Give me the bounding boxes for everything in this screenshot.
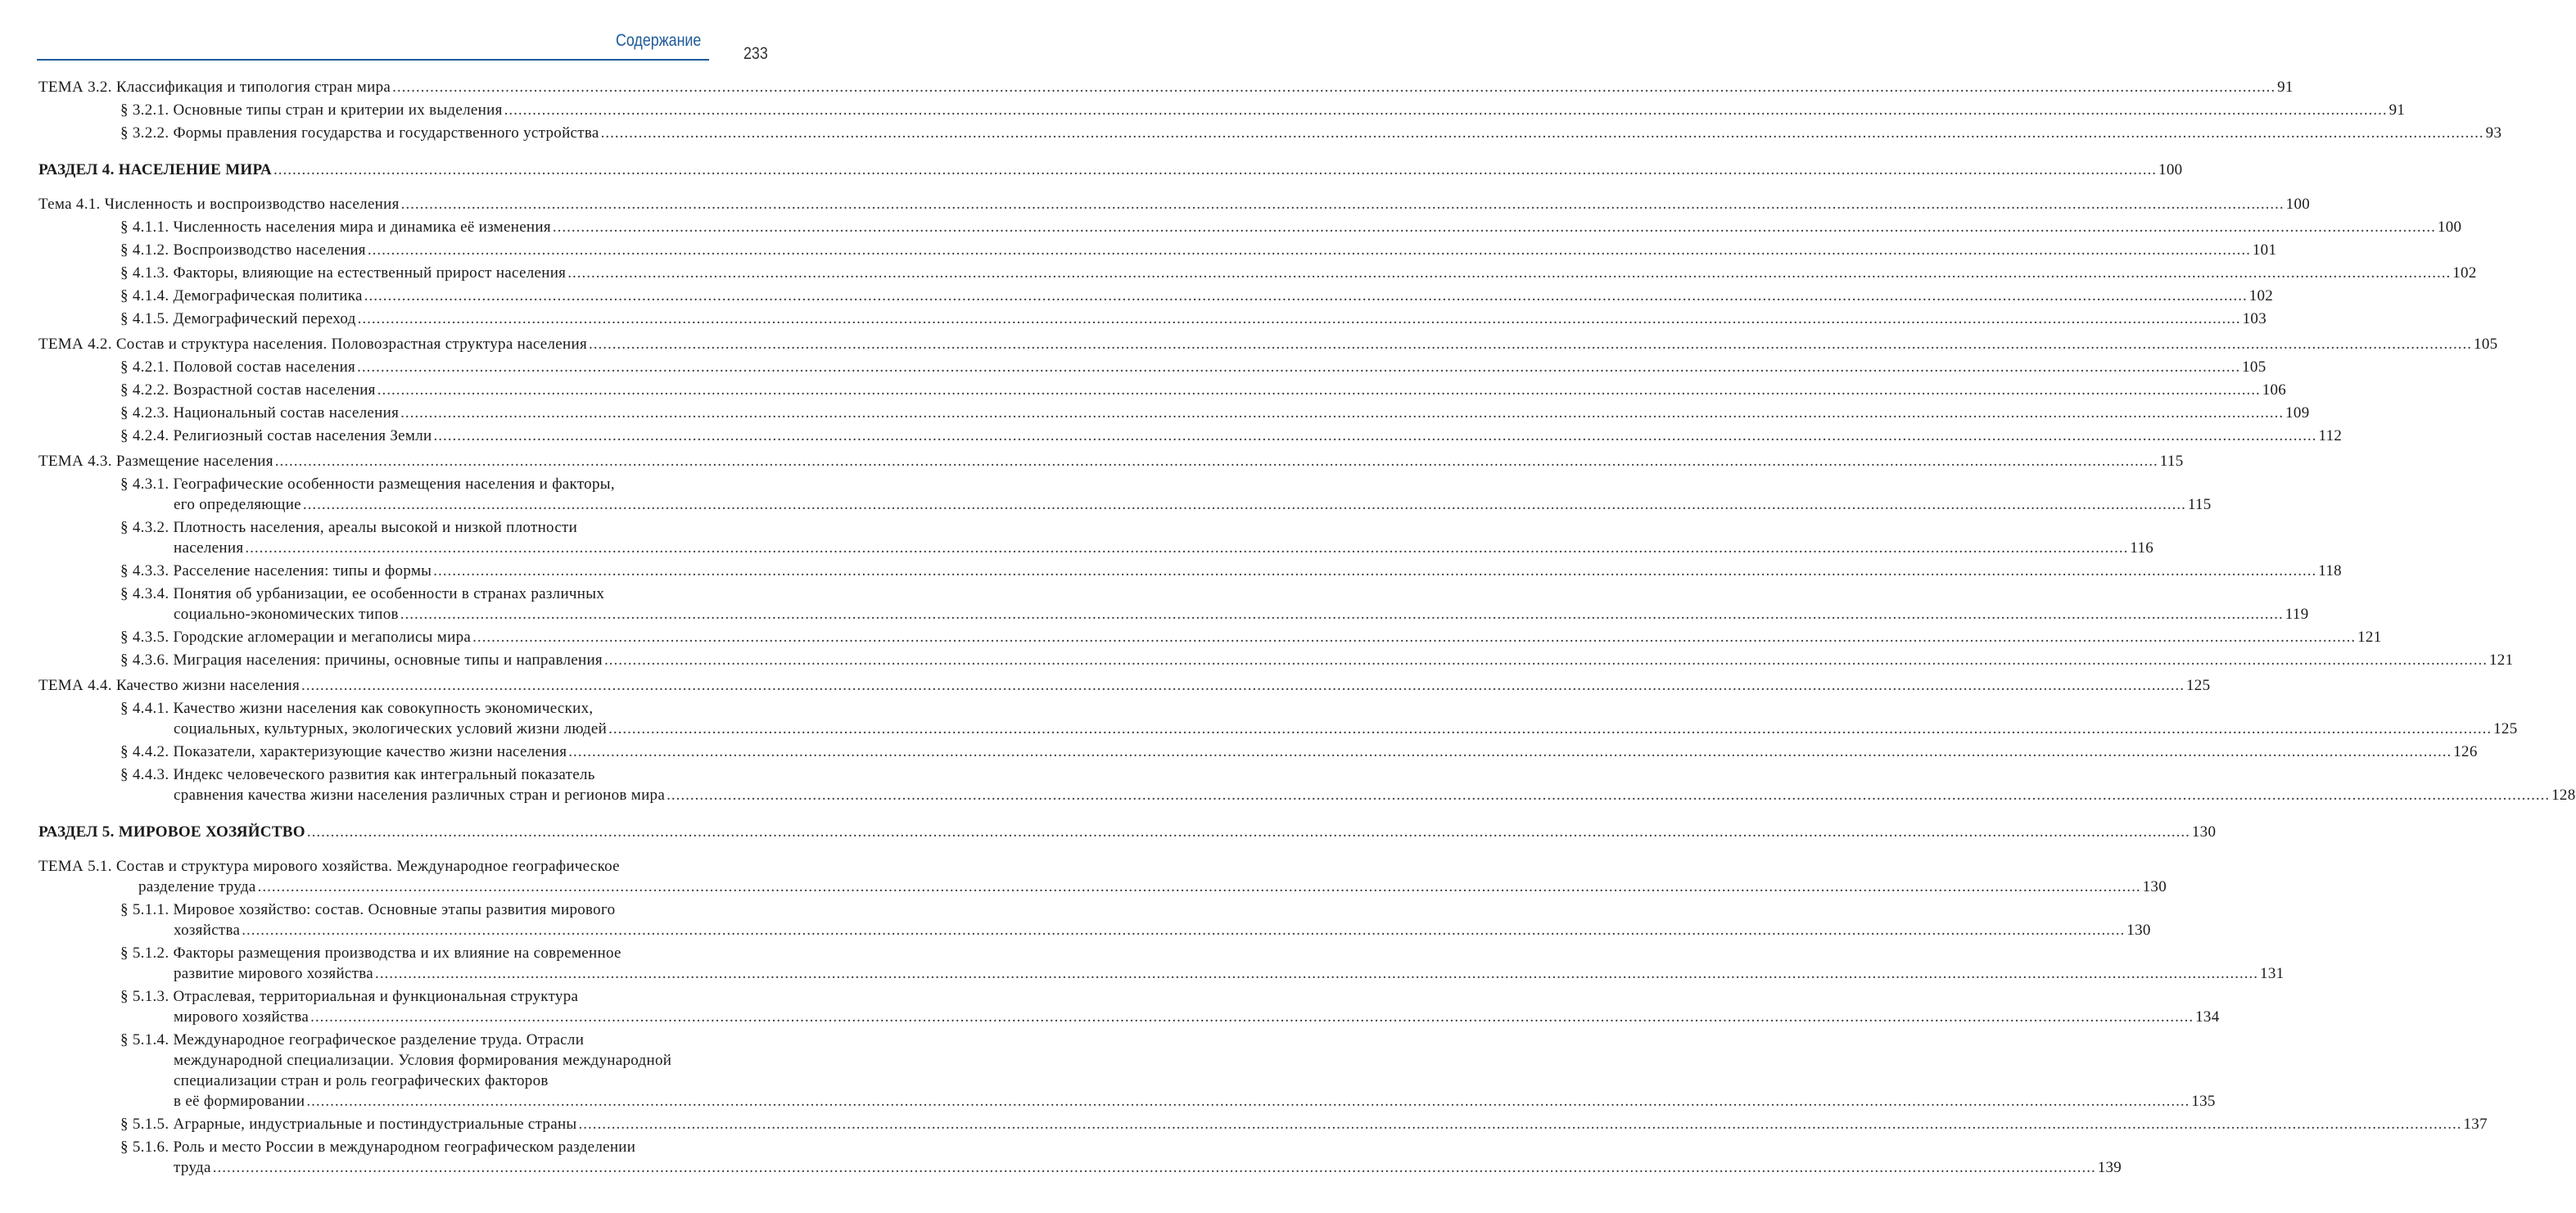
entry-line bbox=[120, 719, 2518, 739]
entry-page-number: 100 bbox=[2285, 196, 2311, 213]
dot-leader: ................................................................................................................................................................................................................................................................................................................................................................................................................ bbox=[400, 404, 2285, 422]
toc-entry-sub bbox=[38, 100, 2406, 120]
toc-entry-sub bbox=[38, 1114, 2488, 1134]
dot-leader: ................................................................................................................................................................................................................................................................................................................................................................................................................ bbox=[600, 124, 2484, 142]
table-of-contents bbox=[38, 77, 2576, 1178]
entry-line bbox=[38, 334, 2498, 354]
entry-line bbox=[38, 77, 2294, 97]
entry-page-number: 119 bbox=[2285, 606, 2309, 623]
toc-entry-sub bbox=[38, 561, 2342, 581]
toc-entry-topic bbox=[38, 77, 2294, 97]
header-title: Содержание bbox=[616, 31, 702, 50]
entry-page-number: 101 bbox=[2252, 241, 2277, 259]
toc-entry-sub bbox=[38, 309, 2267, 329]
toc-entry-sub bbox=[38, 286, 2274, 306]
entry-page-number: 137 bbox=[2463, 1116, 2488, 1133]
entry-title-text: труда bbox=[174, 1159, 211, 1176]
toc-entry-sub bbox=[38, 517, 2154, 558]
entry-title-text: в её формировании bbox=[174, 1093, 305, 1110]
entry-title-text: РАЗДЕЛ 4. НАСЕЛЕНИЕ МИРА bbox=[38, 161, 273, 178]
toc-entry-sub bbox=[38, 764, 2576, 805]
toc-entry-sub bbox=[38, 584, 2309, 625]
entry-title-text: § 4.1.1. Численность населения мира и динамика её изменения bbox=[120, 219, 551, 236]
entry-page-number: 93 bbox=[2485, 124, 2502, 142]
entry-line bbox=[120, 1030, 761, 1050]
entry-line bbox=[120, 650, 2514, 670]
entry-page-number: 125 bbox=[2493, 720, 2518, 737]
entry-title-text: Тема 4.1. Численность и воспроизводство населения bbox=[38, 196, 400, 213]
dot-leader: ................................................................................................................................................................................................................................................................................................................................................................................................................ bbox=[472, 629, 2357, 646]
dot-leader: ................................................................................................................................................................................................................................................................................................................................................................................................................ bbox=[377, 381, 2261, 399]
entry-line bbox=[120, 764, 761, 785]
toc-entry-sub bbox=[38, 986, 2220, 1027]
toc-entry-sub bbox=[38, 698, 2518, 739]
entry-line bbox=[120, 742, 2478, 762]
dot-leader: ................................................................................................................................................................................................................................................................................................................................................................................................................ bbox=[567, 264, 2452, 282]
dot-leader: ................................................................................................................................................................................................................................................................................................................................................................................................................ bbox=[392, 79, 2276, 96]
entry-page-number: 118 bbox=[2318, 562, 2342, 579]
entry-title-text: § 4.3.3. Расселение населения: типы и формы bbox=[120, 562, 432, 579]
entry-page-number: 130 bbox=[2191, 823, 2217, 841]
entry-title-text: § 4.1.2. Воспроизводство населения bbox=[120, 241, 366, 259]
toc-entry-sub bbox=[38, 900, 2151, 940]
entry-page-number: 115 bbox=[2159, 453, 2184, 470]
toc-entry-sub bbox=[38, 1030, 2216, 1112]
entry-title-text: социальных, культурных, экологических условий жизни людей bbox=[174, 720, 608, 737]
entry-title-text: § 5.1.3. Отраслевая, территориальная и функциональная структура bbox=[120, 988, 579, 1005]
entry-line bbox=[38, 160, 2183, 180]
toc-entry-topic bbox=[38, 334, 2498, 354]
entry-line bbox=[120, 1071, 761, 1091]
entry-line bbox=[120, 217, 2462, 237]
toc-entry-sub bbox=[38, 263, 2477, 283]
toc-entry-sub bbox=[38, 123, 2502, 143]
header-rule bbox=[37, 59, 709, 61]
entry-line bbox=[38, 856, 761, 877]
entry-title-text: § 4.3.4. Понятия об урбанизации, ее особенности в странах различных bbox=[120, 585, 605, 602]
entry-page-number: 115 bbox=[2187, 496, 2212, 513]
entry-title-text: развитие мирового хозяйства bbox=[174, 965, 374, 982]
entry-title-text: § 4.3.6. Миграция населения: причины, основные типы и направления bbox=[120, 652, 603, 669]
entry-line bbox=[120, 100, 2406, 120]
toc-entry-sub bbox=[38, 380, 2287, 400]
entry-line bbox=[120, 474, 761, 494]
entry-title-text: ТЕМА 4.3. Размещение населения bbox=[38, 453, 273, 470]
entry-page-number: 91 bbox=[2388, 101, 2406, 119]
entry-title-text: § 5.1.2. Факторы размещения производства и их влияние на современное bbox=[120, 945, 621, 962]
entry-page-number: 130 bbox=[2142, 878, 2167, 895]
toc-entry-topic bbox=[38, 194, 2311, 214]
entry-title-text: § 4.3.1. Географические особенности размещения населения и факторы, bbox=[120, 476, 615, 493]
entry-line bbox=[120, 426, 2343, 446]
entry-title-text: § 4.2.1. Половой состав населения bbox=[120, 358, 356, 376]
entry-page-number: 100 bbox=[2437, 219, 2462, 236]
toc-entry-sub bbox=[38, 240, 2277, 260]
entry-title-text: § 3.2.2. Формы правления государства и государственного устройства bbox=[120, 124, 599, 142]
dot-leader: ................................................................................................................................................................................................................................................................................................................................................................................................................ bbox=[603, 652, 2488, 669]
entry-line bbox=[120, 1114, 2488, 1134]
entry-line bbox=[120, 403, 2310, 423]
toc-entry-sub bbox=[38, 357, 2266, 377]
entry-title-text: международной специализации. Условия формирования международной bbox=[174, 1052, 672, 1069]
entry-title-text: хозяйства bbox=[174, 922, 241, 939]
entry-line bbox=[120, 584, 761, 604]
toc-entry-sub bbox=[38, 403, 2310, 423]
entry-line bbox=[120, 920, 2151, 940]
entry-page-number: 130 bbox=[2126, 922, 2151, 939]
dot-leader: ................................................................................................................................................................................................................................................................................................................................................................................................................ bbox=[273, 161, 2158, 178]
toc-entry-sub bbox=[38, 943, 2285, 984]
entry-title-text: § 4.3.5. Городские агломерации и мегаполисы мира bbox=[120, 629, 472, 646]
entry-page-number: 102 bbox=[2248, 287, 2274, 304]
dot-leader: ................................................................................................................................................................................................................................................................................................................................................................................................................ bbox=[357, 310, 2241, 327]
entry-page-number: 125 bbox=[2186, 677, 2211, 694]
entry-page-number: 139 bbox=[2097, 1159, 2122, 1176]
toc-entry-sub bbox=[38, 217, 2462, 237]
entry-page-number: 131 bbox=[2260, 965, 2285, 982]
entry-line bbox=[38, 194, 2311, 214]
entry-line bbox=[38, 822, 2217, 842]
entry-line bbox=[120, 494, 2212, 515]
dot-leader: ................................................................................................................................................................................................................................................................................................................................................................................................................ bbox=[242, 922, 2126, 939]
entry-line bbox=[120, 1007, 2220, 1027]
dot-leader: ................................................................................................................................................................................................................................................................................................................................................................................................................ bbox=[274, 453, 2158, 470]
entry-title-text: сравнения качества жизни населения различных стран и регионов мира bbox=[174, 787, 666, 804]
entry-line bbox=[120, 263, 2477, 283]
entry-line bbox=[120, 1137, 761, 1157]
toc-entry-sub bbox=[38, 742, 2478, 762]
dot-leader: ................................................................................................................................................................................................................................................................................................................................................................................................................ bbox=[367, 241, 2251, 259]
dot-leader: ................................................................................................................................................................................................................................................................................................................................................................................................................ bbox=[302, 496, 2186, 513]
entry-title-text: ТЕМА 4.4. Качество жизни населения bbox=[38, 677, 300, 694]
entry-line bbox=[120, 963, 2285, 984]
entry-line bbox=[120, 1157, 2122, 1178]
dot-leader: ................................................................................................................................................................................................................................................................................................................................................................................................................ bbox=[578, 1116, 2462, 1133]
entry-title-text: § 4.4.2. Показатели, характеризующие качество жизни населения bbox=[120, 743, 567, 760]
dot-leader: ................................................................................................................................................................................................................................................................................................................................................................................................................ bbox=[400, 606, 2284, 623]
toc-entry-topic bbox=[38, 856, 2167, 897]
entry-title-text: § 4.2.4. Религиозный состав населения Земли bbox=[120, 427, 432, 444]
entry-page-number: 102 bbox=[2452, 264, 2477, 282]
entry-title-text: § 4.4.3. Индекс человеческого развития как интегральный показатель bbox=[120, 766, 595, 783]
entry-line bbox=[120, 240, 2277, 260]
entry-title-text: § 4.3.2. Плотность населения, ареалы высокой и низкой плотности bbox=[120, 519, 578, 536]
toc-entry-section bbox=[38, 160, 2183, 180]
entry-title-text: разделение труда bbox=[138, 878, 256, 895]
entry-line bbox=[38, 877, 2167, 897]
entry-page-number: 116 bbox=[2130, 539, 2154, 557]
entry-line bbox=[120, 900, 761, 920]
entry-page-number: 121 bbox=[2488, 652, 2514, 669]
dot-leader: ................................................................................................................................................................................................................................................................................................................................................................................................................ bbox=[589, 336, 2473, 353]
toc-entry-sub bbox=[38, 627, 2382, 647]
dot-leader: ................................................................................................................................................................................................................................................................................................................................................................................................................ bbox=[306, 823, 2190, 841]
toc-entry-topic bbox=[38, 451, 2184, 471]
entry-line bbox=[120, 123, 2502, 143]
entry-page-number: 128 bbox=[2551, 787, 2576, 804]
entry-title-text: § 5.1.4. Международное географическое разделение труда. Отрасли bbox=[120, 1031, 585, 1048]
entry-line bbox=[120, 1050, 761, 1071]
entry-title-text: § 5.1.5. Аграрные, индустриальные и постиндустриальные страны bbox=[120, 1116, 577, 1133]
entry-title-text: § 5.1.6. Роль и место России в международном географическом разделении bbox=[120, 1139, 636, 1156]
entry-page-number: 105 bbox=[2474, 336, 2498, 353]
dot-leader: ................................................................................................................................................................................................................................................................................................................................................................................................................ bbox=[400, 196, 2285, 213]
dot-leader: ................................................................................................................................................................................................................................................................................................................................................................................................................ bbox=[504, 101, 2388, 119]
entry-line bbox=[120, 517, 761, 538]
entry-title-text: § 4.2.3. Национальный состав населения bbox=[120, 404, 400, 422]
entry-page-number: 135 bbox=[2191, 1093, 2216, 1110]
entry-title-text: ТЕМА 4.2. Состав и структура населения. Половозрастная структура населения bbox=[38, 336, 588, 353]
dot-leader: ................................................................................................................................................................................................................................................................................................................................................................................................................ bbox=[375, 965, 2259, 982]
entry-title-text: § 3.2.1. Основные типы стран и критерии их выделения bbox=[120, 101, 503, 119]
dot-leader: ................................................................................................................................................................................................................................................................................................................................................................................................................ bbox=[552, 219, 2436, 236]
toc-entry-sub bbox=[38, 426, 2343, 446]
dot-leader: ................................................................................................................................................................................................................................................................................................................................................................................................................ bbox=[433, 427, 2317, 444]
entry-page-number: 121 bbox=[2357, 629, 2382, 646]
entry-page-number: 109 bbox=[2285, 404, 2310, 422]
page-number: 233 bbox=[743, 44, 768, 63]
toc-entry-topic bbox=[38, 675, 2211, 696]
dot-leader: ................................................................................................................................................................................................................................................................................................................................................................................................................ bbox=[357, 358, 2241, 376]
entry-title-text: социально-экономических типов bbox=[174, 606, 399, 623]
entry-page-number: 103 bbox=[2242, 310, 2267, 327]
entry-line bbox=[120, 309, 2267, 329]
entry-line bbox=[120, 357, 2266, 377]
entry-page-number: 100 bbox=[2158, 161, 2183, 178]
entry-line bbox=[120, 286, 2274, 306]
entry-page-number: 106 bbox=[2262, 381, 2287, 399]
dot-leader: ................................................................................................................................................................................................................................................................................................................................................................................................................ bbox=[257, 878, 2141, 895]
dot-leader: ................................................................................................................................................................................................................................................................................................................................................................................................................ bbox=[667, 787, 2551, 804]
dot-leader: ................................................................................................................................................................................................................................................................................................................................................................................................................ bbox=[306, 1093, 2190, 1110]
entry-title-text: специализации стран и роль географических факторов bbox=[174, 1072, 549, 1089]
entry-title-text: ТЕМА 3.2. Классификация и типология стран мира bbox=[38, 79, 391, 96]
entry-title-text: § 4.4.1. Качество жизни населения как совокупность экономических, bbox=[120, 700, 594, 717]
entry-line bbox=[120, 698, 761, 719]
toc-entry-sub bbox=[38, 474, 2212, 515]
entry-line bbox=[120, 538, 2154, 558]
entry-title-text: РАЗДЕЛ 5. МИРОВОЕ ХОЗЯЙСТВО bbox=[38, 823, 305, 841]
entry-line bbox=[120, 604, 2309, 625]
entry-line bbox=[38, 675, 2211, 696]
entry-title-text: ТЕМА 5.1. Состав и структура мирового хозяйства. Международное географическое bbox=[38, 858, 620, 875]
entry-page-number: 134 bbox=[2195, 1008, 2220, 1026]
entry-title-text: мирового хозяйства bbox=[174, 1008, 310, 1026]
entry-title-text: § 4.1.5. Демографический переход bbox=[120, 310, 356, 327]
entry-title-text: населения bbox=[174, 539, 244, 557]
entry-title-text: § 5.1.1. Мировое хозяйство: состав. Основные этапы развития мирового bbox=[120, 901, 616, 918]
dot-leader: ................................................................................................................................................................................................................................................................................................................................................................................................................ bbox=[433, 562, 2317, 579]
entry-page-number: 105 bbox=[2242, 358, 2266, 376]
entry-title-text: § 4.2.2. Возрастной состав населения bbox=[120, 381, 376, 399]
dot-leader: ................................................................................................................................................................................................................................................................................................................................................................................................................ bbox=[364, 287, 2248, 304]
entry-title-text: § 4.1.3. Факторы, влияющие на естественный прирост населения bbox=[120, 264, 567, 282]
entry-line bbox=[120, 561, 2342, 581]
entry-line bbox=[38, 451, 2184, 471]
entry-line bbox=[120, 1091, 2216, 1112]
toc-entry-sub bbox=[38, 650, 2514, 670]
entry-title-text: § 4.1.4. Демографическая политика bbox=[120, 287, 363, 304]
entry-line bbox=[120, 785, 2576, 805]
dot-leader: ................................................................................................................................................................................................................................................................................................................................................................................................................ bbox=[212, 1159, 2096, 1176]
toc-entry-section bbox=[38, 822, 2217, 842]
entry-line bbox=[120, 380, 2287, 400]
entry-page-number: 126 bbox=[2453, 743, 2478, 760]
entry-line bbox=[120, 986, 761, 1007]
entry-page-number: 91 bbox=[2277, 79, 2294, 96]
dot-leader: ................................................................................................................................................................................................................................................................................................................................................................................................................ bbox=[608, 720, 2492, 737]
toc-entry-sub bbox=[38, 1137, 2122, 1178]
dot-leader: ................................................................................................................................................................................................................................................................................................................................................................................................................ bbox=[301, 677, 2185, 694]
dot-leader: ................................................................................................................................................................................................................................................................................................................................................................................................................ bbox=[310, 1008, 2194, 1026]
entry-page-number: 112 bbox=[2318, 427, 2343, 444]
entry-title-text: его определяющие bbox=[174, 496, 301, 513]
entry-line bbox=[120, 943, 761, 963]
entry-line bbox=[120, 627, 2382, 647]
dot-leader: ................................................................................................................................................................................................................................................................................................................................................................................................................ bbox=[568, 743, 2452, 760]
dot-leader: ................................................................................................................................................................................................................................................................................................................................................................................................................ bbox=[245, 539, 2129, 557]
